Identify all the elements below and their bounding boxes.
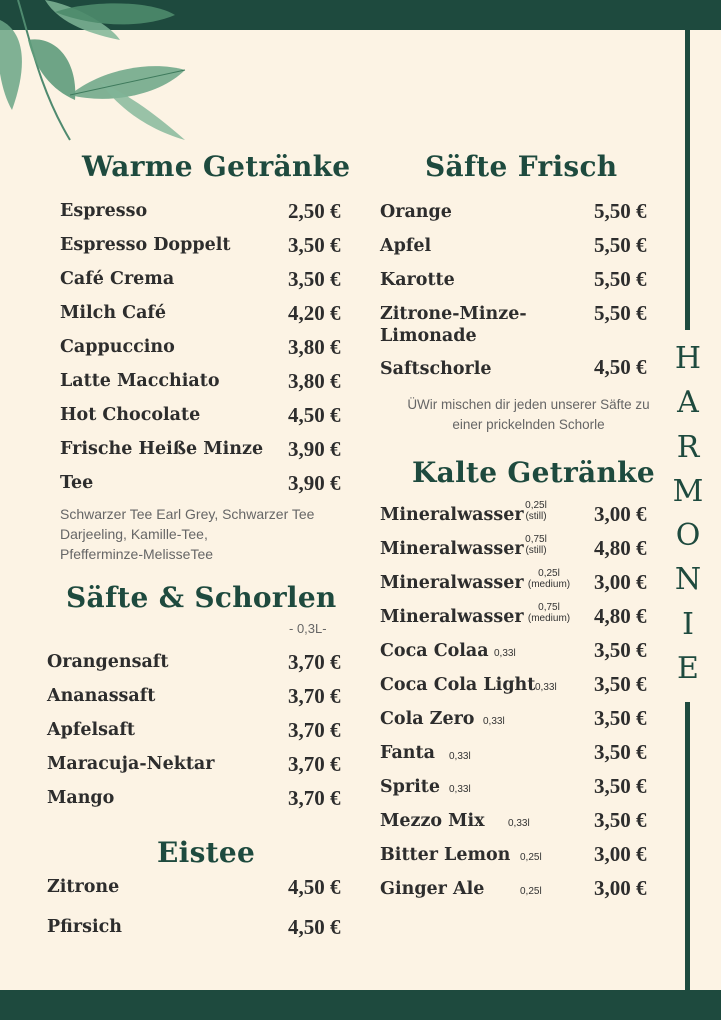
size-label: 0,25l	[520, 852, 542, 863]
note-line: Darjeeling, Kamille-Tee,	[60, 526, 208, 542]
menu-item-price: 3,70 €	[288, 718, 341, 742]
menu-item-name: Frische Heiße Minze	[60, 439, 264, 459]
menu-item-price: 3,50 €	[594, 672, 647, 696]
menu-item-name: Coca Cola Light	[380, 675, 536, 695]
menu-item-price: 3,70 €	[288, 752, 341, 776]
menu-item-name: Saftschorle	[380, 359, 492, 379]
menu-item-price: 3,50 €	[594, 638, 647, 662]
brand-letter: A	[677, 385, 699, 421]
menu-item-price: 5,50 €	[594, 301, 647, 325]
menu-item-name: Espresso	[60, 201, 148, 221]
menu-item-name: Mineralwasser	[380, 607, 524, 627]
size-label: 0,33l	[535, 682, 557, 693]
menu-item-name: Zitrone	[47, 877, 120, 897]
menu-item-price: 5,50 €	[594, 233, 647, 257]
menu-item-price: 4,50 €	[594, 355, 647, 379]
menu-item-price: 3,90 €	[288, 471, 341, 495]
menu-item-name: Espresso Doppelt	[60, 235, 231, 255]
note-line: Schwarzer Tee Earl Grey, Schwarzer Tee	[60, 506, 315, 522]
menu-item-price: 4,50 €	[288, 915, 341, 939]
menu-item-price: 3,00 €	[594, 876, 647, 900]
menu-item-price: 3,50 €	[594, 774, 647, 798]
menu-item-name: Mineralwasser	[380, 539, 524, 559]
size-label: 0,33l	[483, 716, 505, 727]
menu-item-price: 2,50 €	[288, 199, 341, 223]
menu-item-price: 4,50 €	[288, 403, 341, 427]
leaf-decoration	[0, 0, 200, 145]
size-label: 0,75l (still)	[525, 534, 547, 556]
menu-item-name: Bitter Lemon	[380, 845, 511, 865]
size-label: 0,25l (medium)	[527, 568, 571, 590]
menu-item-name: Milch Café	[60, 303, 167, 323]
menu-item-price: 3,50 €	[594, 706, 647, 730]
section-title-eistee: Eistee	[157, 836, 256, 869]
brand-letter: E	[677, 650, 699, 686]
menu-item-name: Pfirsich	[47, 917, 122, 937]
menu-item-name: Orangensaft	[47, 652, 169, 672]
menu-item-price: 3,00 €	[594, 842, 647, 866]
tea-note	[60, 504, 350, 564]
bottom-band	[0, 990, 721, 1020]
menu-item-price: 3,70 €	[288, 650, 341, 674]
size-label: 0,33l	[449, 784, 471, 795]
brand-letter: N	[674, 562, 702, 598]
menu-item-price: 4,50 €	[288, 875, 341, 899]
section-title-saefte-schorlen: Säfte & Schorlen	[66, 581, 337, 614]
menu-item-price: 5,50 €	[594, 199, 647, 223]
menu-item-name: Sprite	[380, 777, 440, 797]
section-title-saefte-frisch: Säfte Frisch	[425, 150, 618, 183]
menu-item-name: Apfel	[380, 236, 432, 256]
menu-item-name: Fanta	[380, 743, 435, 763]
menu-item-name: Karotte	[380, 270, 455, 290]
menu-item-name: Zitrone-Minze-	[380, 304, 527, 324]
size-label: 0,75l (medium)	[527, 602, 571, 624]
menu-item-name: Cappuccino	[60, 337, 175, 357]
brand-letter: H	[674, 341, 702, 376]
menu-item-name: Hot Chocolate	[60, 405, 201, 425]
section-title-kalte: Kalte Getränke	[412, 456, 655, 489]
brand-letter: M	[672, 473, 704, 509]
menu-item-price: 3,50 €	[288, 233, 341, 257]
menu-item-price: 3,80 €	[288, 335, 341, 359]
menu-item-name: Ginger Ale	[380, 879, 485, 899]
brand-letter: R	[676, 429, 700, 465]
brand-letter: I	[682, 606, 694, 642]
size-label: 0,25l (still)	[525, 500, 547, 522]
menu-item-name: Ananassaft	[47, 686, 156, 706]
menu-item-name: Mineralwasser	[380, 573, 524, 593]
note-line: ÜWir mischen dir jeden unserer Säfte zu	[407, 397, 650, 412]
menu-item-price: 3,00 €	[594, 502, 647, 526]
size-label: 0,33l	[508, 818, 530, 829]
menu-item-name-line2: Limonade	[380, 326, 477, 346]
menu-item-name: Apfelsaft	[47, 720, 135, 740]
menu-item-name: Mango	[47, 788, 115, 808]
menu-item-price: 4,20 €	[288, 301, 341, 325]
menu-item-price: 3,00 €	[594, 570, 647, 594]
menu-item-name: Cola Zero	[380, 709, 475, 729]
menu-item-name: Coca Colaa	[380, 641, 489, 661]
schorle-note	[376, 395, 681, 435]
frame-line-upper	[685, 30, 690, 330]
menu-item-price: 3,70 €	[288, 684, 341, 708]
brand-letter: O	[675, 518, 701, 554]
menu-item-name: Orange	[380, 202, 452, 222]
note-line: Pfefferminze-MelisseTee	[60, 546, 214, 562]
menu-item-price: 4,80 €	[594, 604, 647, 628]
menu-item-price: 3,50 €	[594, 740, 647, 764]
menu-item-name: Latte Macchiato	[60, 371, 220, 391]
section-title-warme: Warme Getränke	[82, 150, 351, 183]
menu-item-name: Café Crema	[60, 269, 175, 289]
menu-item-name: Tee	[60, 473, 94, 493]
frame-line-lower	[685, 702, 690, 990]
menu-item-price: 4,80 €	[594, 536, 647, 560]
menu-item-name: Maracuja-Nektar	[47, 754, 215, 774]
size-label: 0,33l	[494, 648, 516, 659]
volume-note: - 0,3L-	[289, 621, 327, 636]
menu-item-name: Mineralwasser	[380, 505, 524, 525]
menu-item-name: Mezzo Mix	[380, 811, 485, 831]
menu-item-price: 3,90 €	[288, 437, 341, 461]
size-label: 0,25l	[520, 886, 542, 897]
menu-item-price: 3,50 €	[288, 267, 341, 291]
note-line: einer prickelnden Schorle	[452, 417, 605, 432]
menu-item-price: 5,50 €	[594, 267, 647, 291]
size-label: 0,33l	[449, 751, 471, 762]
menu-item-price: 3,80 €	[288, 369, 341, 393]
menu-item-price: 3,50 €	[594, 808, 647, 832]
menu-item-price: 3,70 €	[288, 786, 341, 810]
